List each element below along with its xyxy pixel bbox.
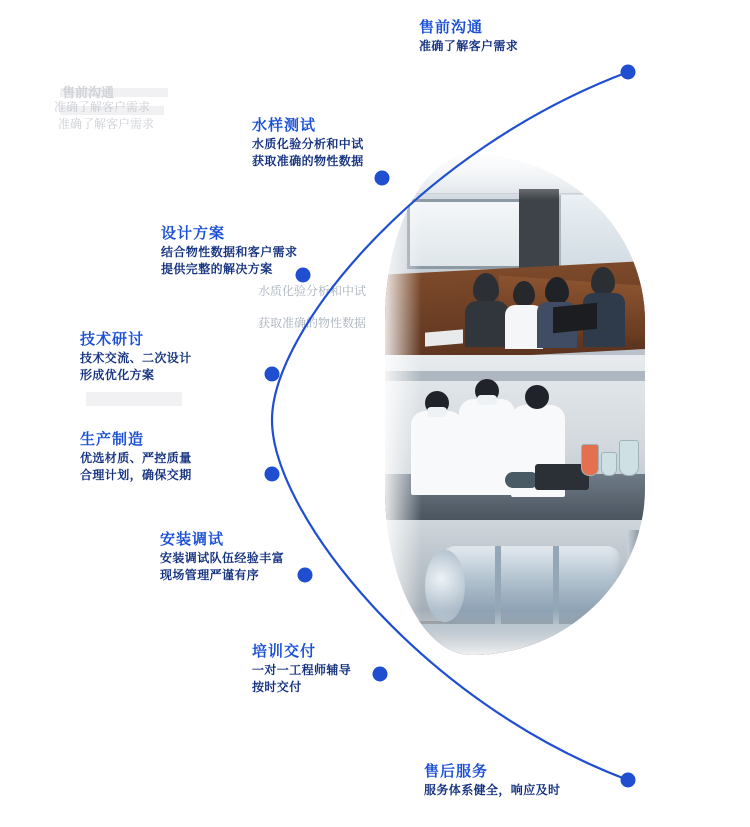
node-dot-training-delivery	[373, 667, 388, 682]
photo-meeting-room	[385, 155, 645, 355]
node-desc-line: 一对一工程师辅导	[252, 663, 352, 677]
node-title: 设计方案	[161, 225, 226, 242]
node-dot-after-sales	[621, 773, 636, 788]
photo-collage	[385, 155, 645, 655]
node-desc-line: 结合物性数据和客户需求	[161, 245, 298, 259]
node-label-installation[interactable]	[160, 530, 284, 584]
node-label-after-sales[interactable]	[424, 762, 560, 799]
ghost-line-1: 准确了解客户需求	[54, 100, 151, 114]
node-desc-line: 准确了解客户需求	[419, 39, 519, 53]
node-label-water-sample-test[interactable]	[252, 116, 364, 170]
node-desc-line: 安装调试队伍经验丰富	[160, 551, 285, 565]
photo-laboratory	[385, 355, 645, 520]
ghost-line-2: 准确了解客户需求	[58, 117, 155, 131]
scan-artifact	[86, 392, 182, 406]
ghost-line-3: 水质化验分析和中试	[258, 284, 367, 298]
node-label-design-plan[interactable]	[161, 224, 297, 278]
node-title: 安装调试	[160, 531, 225, 548]
node-desc-line: 水质化验分析和中试	[252, 137, 364, 151]
node-desc-line: 优选材质、严控质量	[80, 451, 192, 465]
ghost-line-4: 获取准确的物性数据	[258, 316, 367, 330]
node-dot-tech-discussion	[265, 367, 280, 382]
node-dot-installation	[298, 568, 313, 583]
ghost-title: 售前沟通	[62, 85, 115, 100]
node-desc-line: 提供完整的解决方案	[161, 262, 273, 276]
node-desc-line: 技术交流、二次设计	[80, 351, 192, 365]
node-desc-line: 合理计划，确保交期	[80, 468, 192, 482]
node-title: 售后服务	[424, 763, 489, 780]
node-title: 技术研讨	[80, 331, 145, 348]
node-label-production[interactable]	[80, 430, 192, 484]
node-dot-production	[265, 467, 280, 482]
node-desc-line: 形成优化方案	[80, 368, 155, 382]
node-desc-line: 服务体系健全，响应及时	[424, 783, 561, 797]
node-title: 培训交付	[252, 643, 317, 660]
node-title: 水样测试	[252, 117, 317, 134]
node-label-pre-sales[interactable]	[419, 18, 518, 55]
node-dot-pre-sales	[621, 65, 636, 80]
node-dot-design-plan	[296, 268, 311, 283]
node-desc-line: 现场管理严谨有序	[160, 568, 260, 582]
node-desc-line: 获取准确的物性数据	[252, 154, 364, 168]
node-desc-line: 按时交付	[252, 680, 302, 694]
node-label-training-delivery[interactable]	[252, 642, 351, 696]
photo-equipment-tank	[385, 520, 645, 655]
node-title: 生产制造	[80, 431, 145, 448]
node-title: 售前沟通	[419, 19, 484, 36]
node-label-tech-discussion[interactable]	[80, 330, 192, 384]
